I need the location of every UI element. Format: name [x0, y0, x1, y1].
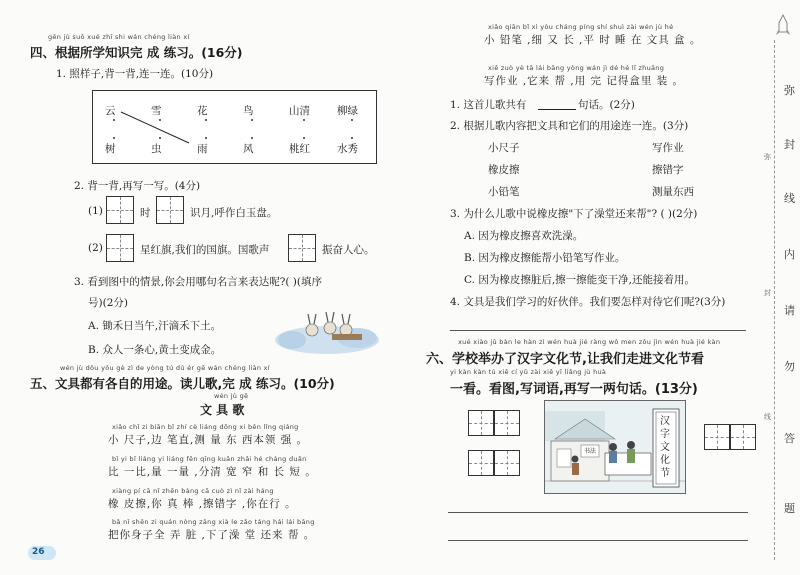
write-box[interactable] [494, 450, 520, 476]
stationery-1: 小尺子 [488, 142, 520, 154]
q3-label: 3. 看到图中的情景,你会用哪句名言来表达呢?( )(填序 [74, 276, 322, 288]
sec5-heading: 五、文具都有各自的用途。读儿歌,完 成 练习。(10分) [30, 376, 335, 391]
write-box[interactable] [730, 424, 756, 450]
sec4-pinyin: gēn jù suǒ xué zhī shi wán chéng liàn xí [48, 33, 190, 41]
side-small-3: 线 [764, 413, 771, 421]
stationery-2: 橡皮擦 [488, 164, 520, 176]
side-char-4: 内 [784, 248, 795, 261]
sec5-pinyin: wén jù dōu yǒu gè zì de yòng tú dú ér gē wán chéng liàn xí [60, 364, 270, 372]
r-q4-label: 4. 文具是我们学习的好伙伴。我们要怎样对待它们呢?(3分) [450, 296, 726, 308]
poem-line5-pinyin: xiǎo qiān bǐ xì yòu cháng píng shí shuì zài wén jù hé [488, 23, 674, 31]
write-box[interactable] [156, 196, 184, 224]
q3-option-b: B. 众人一条心,黄土变成金。 [88, 344, 222, 356]
festival-sign: 汉字文化节 [660, 416, 670, 479]
side-char-6: 勿 [784, 360, 795, 373]
animals-illustration [272, 310, 382, 356]
q2-line1-num: (1) [88, 205, 103, 217]
write-box[interactable] [468, 450, 494, 476]
usage-1: 写作业 [652, 142, 684, 154]
write-box[interactable] [106, 234, 134, 262]
match-top-5: 山清 [289, 105, 310, 117]
q2-line2-end: 振奋人心。 [322, 244, 375, 256]
match-top-2: 雪 [151, 105, 162, 117]
match-bottom-1: 树 [105, 143, 116, 155]
r-q2-label: 2. 根据儿歌内容把文具和它们的用途连一连。(3分) [450, 120, 689, 132]
side-char-3: 线 [784, 192, 795, 205]
poem-line6-pinyin: xiě zuò yè tā lái bāng yòng wán jì dé hé lǐ zhuāng [488, 64, 665, 72]
page-number: 26 [32, 547, 45, 557]
match-top-3: 花 [197, 105, 208, 117]
write-box[interactable] [468, 410, 494, 436]
sec6-pinyin-2: yi kàn kàn tú xiě cí yǔ zài xiě yī liǎng jù huà [450, 368, 607, 376]
answer-line[interactable] [450, 330, 746, 331]
poem-line3-pinyin: xiàng pí cā nǐ zhēn bàng cā cuò zì nǐ zài háng [112, 487, 274, 495]
match-bottom-5: 桃红 [289, 143, 310, 155]
usage-2: 擦错字 [652, 164, 684, 176]
poem-line1-pinyin: xiǎo chǐ zi biān bǐ zhí cè liáng dōng xi běn lǐng qiáng [112, 423, 299, 431]
binding-line [774, 40, 775, 560]
side-char-1: 弥 [784, 84, 795, 97]
poem-title: 文 具 歌 [200, 403, 245, 417]
usage-3: 测量东西 [652, 186, 694, 198]
poem-line4-pinyin: bǎ nǐ shēn zi quán nòng zāng xià le zǎo táng hái lái bāng [112, 518, 315, 526]
write-box[interactable] [704, 424, 730, 450]
page-number-badge [28, 546, 56, 560]
match-top-6: 柳绿 [337, 105, 358, 117]
booth-label: 书法 [584, 448, 597, 455]
side-char-7: 答 [784, 432, 795, 445]
match-box [92, 90, 377, 164]
r-q3-label: 3. 为什么儿歌中说橡皮擦"下了澡堂还来帮"? ( )(2分) [450, 208, 698, 220]
match-bottom-2: 虫 [151, 143, 162, 155]
q3-label-cont: 号)(2分) [88, 297, 128, 309]
q1-label: 1. 照样子,背一背,连一连。(10分) [56, 68, 214, 80]
write-box[interactable] [106, 196, 134, 224]
stationery-3: 小铅笔 [488, 186, 520, 198]
poem-title-pinyin: wén jù gē [214, 392, 249, 400]
side-small-2: 封 [764, 289, 771, 297]
match-bottom-3: 雨 [197, 143, 208, 155]
write-box[interactable] [494, 410, 520, 436]
poem-line2: 比 一比,量 一量 ,分清 宽 窄 和 长 短 。 [108, 466, 317, 478]
festival-illustration [544, 400, 686, 494]
rocket-icon [776, 14, 790, 38]
q2-label: 2. 背一背,再写一写。(4分) [74, 180, 201, 192]
r-q1-label-a: 1. 这首儿歌共有 [450, 99, 527, 111]
poem-line1: 小 尺子,边 笔直,测 量 东 西本领 强 。 [108, 434, 309, 446]
side-small-1: 弥 [764, 153, 771, 161]
match-top-1: 云 [105, 105, 116, 117]
q2-line2-mid: 星红旗,我们的国旗。国歌声 [140, 244, 270, 256]
poem-line2-pinyin: bǐ yi bǐ liáng yi liáng fēn qīng kuān zhǎi hé cháng duǎn [112, 455, 307, 463]
poem-line6: 写作业 ,它来 帮 ,用 完 记得盒里 装 。 [484, 75, 685, 87]
poem-line4: 把你身子全 弄 脏 ,下了澡 堂 还来 帮 。 [108, 529, 316, 541]
sec4-heading: 四、根据所学知识完 成 练习。(16分) [30, 45, 243, 60]
match-top-4: 鸟 [243, 105, 254, 117]
write-box[interactable] [288, 234, 316, 262]
answer-blank[interactable] [538, 109, 576, 110]
sec6-pinyin-1: xué xiào jǔ bàn le hàn zì wén huà jié ràng wǒ men zǒu jìn wén huà jié kàn [458, 338, 721, 346]
match-bottom-4: 风 [243, 143, 254, 155]
answer-line[interactable] [448, 512, 748, 513]
side-char-8: 题 [784, 502, 795, 515]
sec6-heading-1: 六、学校举办了汉字文化节,让我们走进文化节看 [426, 352, 704, 367]
q3-option-a: A. 锄禾日当午,汗滴禾下土。 [88, 320, 222, 332]
poem-line5: 小 铅笔 ,细 又 长 ,平 时 睡 在 文具 盒 。 [484, 34, 702, 46]
r-q1-label-b: 句话。(2分) [578, 99, 635, 111]
r-q3-option-b: B. 因为橡皮擦能帮小铅笔写作业。 [464, 252, 626, 264]
poem-line3: 橡 皮擦,你 真 棒 ,擦错字 ,你在行 。 [108, 498, 297, 510]
q2-line2-num: (2) [88, 242, 103, 254]
r-q3-option-c: C. 因为橡皮擦脏后,擦一擦能变干净,还能接着用。 [464, 274, 696, 286]
r-q3-option-a: A. 因为橡皮擦喜欢洗澡。 [464, 230, 584, 242]
match-example-line [93, 91, 376, 163]
side-char-5: 请 [784, 304, 795, 317]
q2-line1-end: 识月,呼作白玉盘。 [190, 207, 278, 219]
side-char-2: 封 [784, 138, 795, 151]
match-bottom-6: 水秀 [337, 143, 358, 155]
answer-line[interactable] [448, 540, 748, 541]
q2-line1-mid: 时 [140, 207, 151, 219]
sec6-heading-2: 一看。看图,写词语,再写一两句话。(13分) [450, 382, 698, 397]
